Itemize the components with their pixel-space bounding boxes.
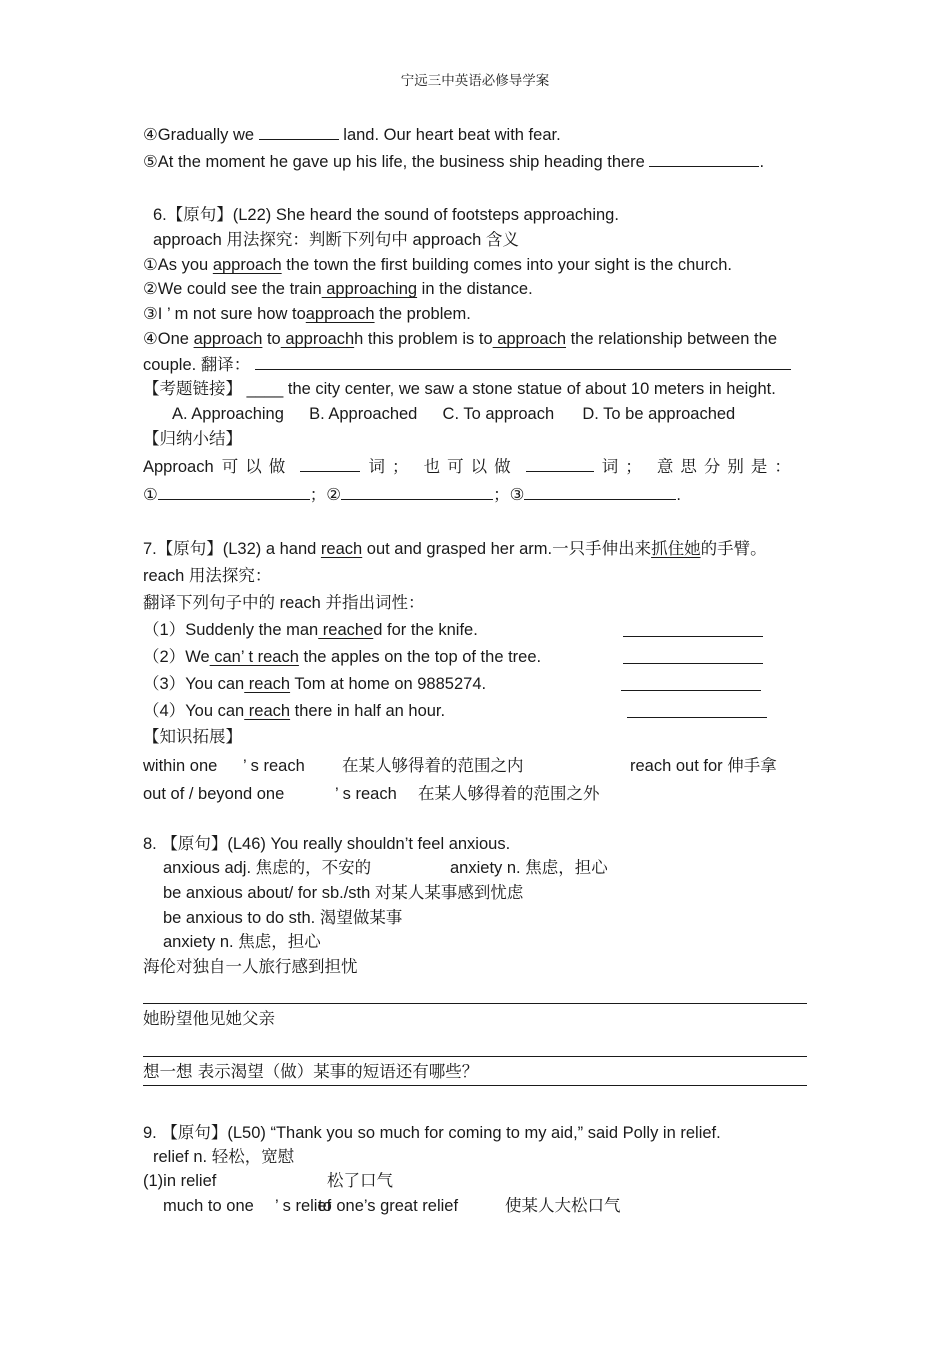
line-text: You can [185, 702, 245, 720]
keyword: approach [305, 305, 375, 323]
section-6-title: 6.【原句】(L22) She heard the sound of footsteps approaching. [153, 206, 619, 224]
keyword: reache [318, 621, 374, 639]
knowledge-extension-label: 【知识拓展】 [143, 728, 242, 746]
example-3 [143, 304, 471, 324]
exam-link [143, 379, 776, 399]
answer-blank[interactable] [259, 124, 339, 140]
ext-phrase-1: within one [143, 757, 218, 775]
option-d[interactable]: D. To be approached [582, 405, 736, 423]
line-text: 词； [601, 458, 649, 476]
keyword: approach [280, 330, 355, 348]
exercise-line-5 [143, 151, 764, 172]
line-text: 也可以做 [423, 458, 518, 476]
meaning-blank[interactable] [341, 484, 493, 500]
line-text: ① [143, 486, 158, 504]
summary-label: 【归纳小结】 [143, 430, 242, 448]
section-7-probe: reach 用法探究： [143, 567, 272, 585]
anxious-about-phrase: be anxious about/ for sb./sth 对某人某事感到忧虑 [163, 884, 524, 902]
line-text: ；② [309, 486, 342, 504]
line-text: the relationship between the [566, 330, 777, 348]
ext-phrase-3b: ’ s reach [335, 785, 397, 803]
line-text: h this problem is to [354, 330, 493, 348]
exam-link-label: 【考题链接】 [143, 380, 242, 398]
keyword: reach [244, 702, 291, 720]
exercise-line-4 [143, 124, 561, 145]
line-text: d for the knife. [373, 621, 478, 639]
line-text: ④Gradually we [143, 126, 255, 144]
much-to-phrase-b: ’ s relief [275, 1197, 332, 1215]
anxious-def: anxious adj. 焦虑的，不安的 [163, 859, 372, 877]
great-relief-phrase: to one’s great relief [318, 1197, 459, 1215]
section-9-title: 9. 【原句】(L50) “Thank you so much for coming to my aid,” said Polly in relief. [143, 1124, 721, 1142]
great-relief-meaning: 使某人大松口气 [505, 1196, 621, 1215]
in-relief-meaning: 松了口气 [327, 1171, 393, 1190]
reach-item-4 [143, 701, 445, 721]
relief-def: relief n. 轻松，宽慰 [153, 1148, 295, 1166]
line-text: in the distance. [417, 280, 533, 298]
line-text: couple. 翻译： [143, 356, 251, 374]
line-text: We [185, 648, 210, 666]
keyword: reach [244, 675, 291, 693]
keyword: can’ t reach [209, 648, 299, 666]
example-4 [143, 329, 777, 349]
line-text: 可以做 [221, 458, 293, 476]
section-7-title [143, 539, 767, 559]
part-of-speech-blank[interactable] [526, 456, 594, 472]
part-of-speech-blank[interactable] [300, 456, 360, 472]
ext-meaning-1: 在某人够得着的范围之内 [342, 756, 524, 775]
reach-item-3 [143, 674, 486, 694]
line-text: the apples on the top of the tree. [298, 648, 542, 666]
line-text: the town the first building comes into your sight is the church. [281, 256, 732, 274]
reach-answer-blank-2[interactable] [623, 648, 763, 664]
example-1 [143, 255, 732, 275]
line-text: . [676, 486, 681, 504]
line-text: ⑤At the moment he gave up his life, the business ship heading there [143, 153, 645, 171]
reach-item-1 [143, 620, 478, 640]
line-text: ④One [143, 330, 194, 348]
line-text: 的手臂。 [700, 540, 767, 558]
answer-options [172, 404, 735, 424]
answer-line-3[interactable] [143, 1085, 807, 1086]
line-text: ③I ’ m not sure how to [143, 305, 306, 323]
item-number: （4） [143, 702, 186, 720]
ext-phrase-2: reach out for 伸手拿 [630, 757, 777, 775]
answer-blank[interactable] [649, 151, 759, 167]
keyword: approaching [321, 280, 418, 298]
line-text: to [262, 330, 281, 348]
section-8-title: 8. 【原句】(L46) You really shouldn’t feel anxious. [143, 835, 511, 853]
line-text: 词； [368, 458, 416, 476]
line-text: Suddenly the man [185, 621, 319, 639]
line-text: out and grasped her arm.一只手伸出来 [362, 540, 652, 558]
think-prompt: 想一想 表示渴望（做）某事的短语还有哪些？ [143, 1062, 479, 1081]
ext-phrase-3: out of / beyond one [143, 785, 285, 803]
line-text: ；③ [493, 486, 525, 504]
ext-meaning-3: 在某人够得着的范围之外 [418, 784, 600, 803]
line-text: 意思分别是： [656, 458, 798, 476]
option-c[interactable]: C. To approach [442, 405, 555, 423]
translation-prompt-2: 她盼望他见她父亲 [143, 1009, 275, 1028]
line-text: there in half an hour. [290, 702, 446, 720]
section-6-probe: approach 用法探究：判断下列句中 approach 含义 [153, 231, 519, 249]
answer-line-1[interactable] [143, 1003, 807, 1004]
exam-link-question: ____ the city center, we saw a stone statue of about 10 meters in height. [242, 380, 776, 398]
option-a[interactable]: A. Approaching [172, 405, 284, 423]
keyword: approach [193, 330, 263, 348]
much-to-phrase: much to one [163, 1197, 254, 1215]
keyword: 抓住她 [651, 540, 701, 558]
line-text: 7.【原句】(L32) a hand [143, 540, 321, 558]
line-text: . [759, 153, 765, 171]
reach-answer-blank-1[interactable] [623, 621, 763, 637]
anxiety-def: anxiety n. 焦虑，担心 [450, 859, 608, 877]
keyword: approach [492, 330, 567, 348]
line-text: Tom at home on 9885274. [290, 675, 487, 693]
meaning-blank[interactable] [524, 484, 676, 500]
anxious-to-phrase: be anxious to do sth. 渴望做某事 [163, 909, 403, 927]
translation-blank[interactable] [255, 354, 791, 370]
summary-line [143, 456, 798, 477]
item-number: （1） [143, 621, 186, 639]
translation-line [143, 354, 791, 375]
translation-prompt-1: 海伦对独自一人旅行感到担忧 [143, 957, 358, 976]
meaning-blanks [143, 484, 681, 505]
in-relief-phrase: (1)in relief [143, 1172, 217, 1190]
section-7-instruction: 翻译下列句子中的 reach 并指出词性： [143, 594, 425, 612]
line-text: ①As you [143, 256, 213, 274]
reach-answer-blank-3[interactable] [621, 675, 761, 691]
item-number: （3） [143, 675, 186, 693]
keyword: reach [320, 540, 363, 558]
keyword: approach [212, 256, 282, 274]
line-text: the problem. [374, 305, 471, 323]
reach-item-2 [143, 647, 541, 667]
ext-phrase-1b: ’ s reach [243, 757, 305, 775]
meaning-blank[interactable] [158, 484, 310, 500]
item-number: （2） [143, 648, 186, 666]
line-text: land. Our heart beat with fear. [343, 126, 561, 144]
option-b[interactable]: B. Approached [309, 405, 418, 423]
anxiety-def-2: anxiety n. 焦虑，担心 [163, 933, 321, 951]
line-text: Approach [143, 458, 214, 476]
line-text: You can [185, 675, 245, 693]
example-2 [143, 279, 533, 299]
answer-line-2[interactable] [143, 1056, 807, 1057]
line-text: ②We could see the train [143, 280, 322, 298]
page-header: 宁远三中英语必修导学案 [400, 73, 550, 89]
reach-answer-blank-4[interactable] [627, 702, 767, 718]
